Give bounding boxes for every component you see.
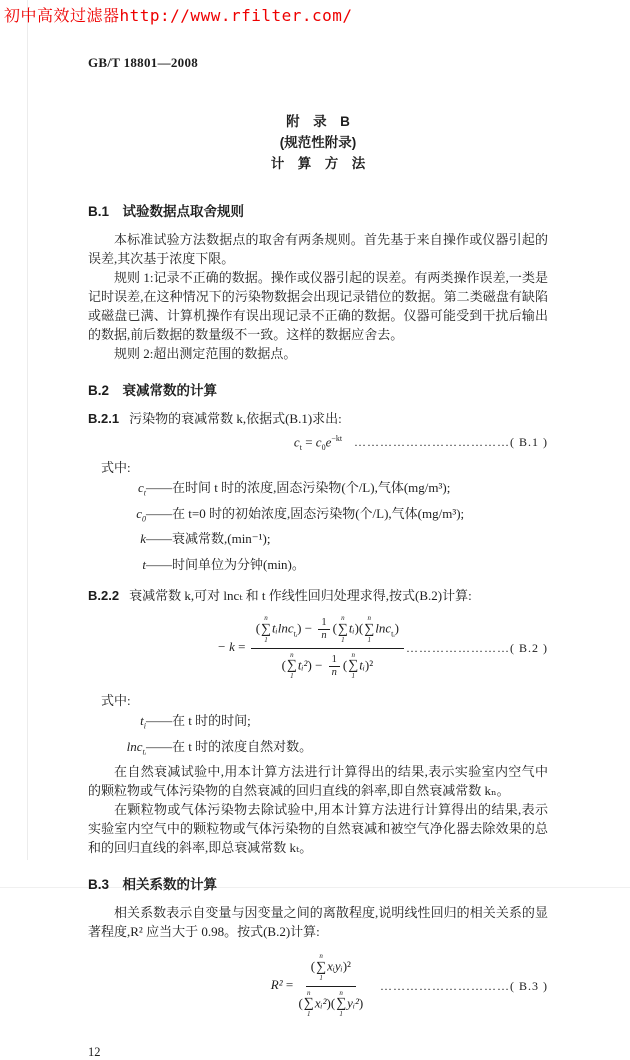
clause-b22: [88, 586, 548, 605]
definition-desc: ——衰减常数,(min⁻¹);: [146, 531, 271, 547]
formula-b1-exponent: −kt: [331, 434, 343, 443]
section-b3-paragraph: 相关系数表示自变量与因变量之间的离散程度,说明线性回归的相关关系的显著程度,R² 应当大于 0.98。按式(B.2)计算:: [88, 905, 548, 940]
definition-row: [88, 478, 548, 504]
formula-b3-equals: =: [282, 977, 297, 993]
formula-b3-label: ( B.3 ): [510, 978, 548, 993]
clause-b21-number: B.2.1: [88, 411, 120, 426]
appendix-title-block: [88, 111, 548, 174]
section-b2-heading: B.2 衰减常数的计算: [88, 383, 218, 398]
clause-b21: [88, 409, 548, 428]
formula-b1-e: e: [325, 434, 332, 450]
formula-b2-lhs: − k: [217, 639, 235, 655]
formula-b2-equals: =: [234, 639, 249, 655]
document-page: [88, 55, 548, 1060]
formula-b1-equals: =: [301, 434, 316, 450]
sum-icon: n ∑ 1: [303, 988, 314, 1019]
formula-b3: [88, 953, 548, 1019]
definition-term: $c_0$: [136, 505, 146, 524]
definition-desc: ——时间单位为分钟(min)。: [146, 556, 305, 572]
page-number: 12: [88, 1044, 101, 1059]
formula-b1-lhs: c: [293, 434, 300, 450]
standard-number: GB/T 18801—2008: [88, 55, 199, 70]
definition-row: [88, 504, 548, 530]
formula-b2-denominator: ( n ∑ 1 tᵢ²) − $\frac{1}{n}$ ( n ∑ 1 tᵢ)²: [281, 650, 374, 681]
definition-desc: ——在 t=0 时的初始浓度,固态污染物(个/L),气体(mg/m³);: [146, 505, 465, 521]
definition-term: lnc$_{tᵢ}$: [126, 738, 146, 757]
formula-b3-numerator: ( n ∑ 1 xᵢyᵢ)²: [306, 953, 356, 986]
section-b3-heading: B.3 相关系数的计算: [88, 877, 218, 893]
where-label-1: 式中:: [101, 459, 131, 475]
section-b1-heading: B.1 试验数据点取舍规则: [88, 204, 245, 219]
formula-b2: [88, 615, 548, 681]
formula-b3-denominator: ( n ∑ 1 xᵢ²)( n ∑ 1 yᵢ²): [298, 988, 364, 1019]
section-b2-paragraph-removal: 在颗粒物或气体污染物去除试验中,用本计算方法进行计算得出的结果,表示实验室内空气中的颗粒物或气体污染物的自然衰减和被空气净化器去除效果的总和的回归直线的斜率,即总衰减常数 kₜ。: [88, 802, 548, 856]
section-b1-rule2: 规则 2:超出测定范围的数据点。: [114, 346, 297, 361]
sum-icon: n ∑ 1: [261, 614, 272, 644]
definition-term: t: [142, 556, 146, 572]
definition-row: [88, 737, 548, 763]
formula-b1-lhs-sub: t: [299, 442, 302, 452]
section-b1-rule1: 规则 1:记录不正确的数据。操作或仪器引起的误差。有两类操作误差,一类是记时误差,在这种情况下的污染物数据会出现记录错位的数据。第二类磁盘有缺陷或磁盘已满、计算机操作有误出现记录不正确的数据。仪器可能受到干扰后输出的数据,前后数据的数量级不一致。这样的数据应舍去。: [88, 270, 548, 342]
section-b2-paragraph-natural: 在自然衰减试验中,用本计算方法进行计算得出的结果,表示实验室内空气中的颗粒物或气体污染物的自然衰减的回归直线的斜率,即自然衰减常数 kₙ。: [88, 764, 548, 799]
formula-b2-numerator: ( n ∑ 1 tᵢlnc$_{tᵢ}$) − $\frac{1}{n}$ ( n ∑ 1 tᵢ)( n ∑ 1 lnc$_{tᵢ}$): [251, 615, 404, 648]
appendix-subtitle: (规范性附录): [279, 135, 357, 150]
one-over-n-fraction: $\frac{1}{n}$: [318, 617, 329, 642]
definition-desc: ——在 t 时的时间;: [146, 713, 251, 729]
sum-icon: n ∑ 1: [336, 988, 347, 1019]
formula-b3-lhs: R²: [270, 977, 283, 993]
definition-desc: ——在时间 t 时的浓度,固态污染物(个/L),气体(mg/m³);: [146, 479, 451, 495]
formula-b3-fraction: [298, 953, 363, 1019]
definition-row: [88, 529, 548, 555]
definition-row: [88, 555, 548, 581]
one-over-n-fraction: $\frac{1}{n}$: [329, 654, 340, 679]
sum-icon: n ∑ 1: [337, 614, 348, 644]
formula-b2-dots: ……………………: [406, 640, 510, 655]
formula-b3-dots: …………………………: [380, 978, 510, 993]
formula-b1-rhs: c: [315, 434, 322, 450]
section-b1-paragraph: 本标准试验方法数据点的取舍有两条规则。首先基于来自操作或仪器引起的误差,其次基于浓度下限。: [88, 232, 548, 266]
definition-desc: ——在 t 时的浓度自然对数。: [146, 738, 313, 754]
formula-b1-label: ( B.1 ): [510, 435, 548, 450]
definition-term: $c_t$: [137, 479, 146, 498]
sum-icon: n ∑ 1: [348, 650, 359, 681]
formula-b3-expression: [271, 953, 366, 1019]
formula-b1-rhs-sub: 0: [321, 442, 326, 452]
scan-page-edge: [27, 0, 28, 860]
watermark-link[interactable]: 初中高效过滤器http://www.rfilter.com/: [4, 6, 353, 25]
sum-icon: n ∑ 1: [364, 614, 375, 644]
sum-icon: n ∑ 1: [316, 952, 327, 982]
definition-row: [88, 711, 548, 737]
appendix-heading: 计 算 方 法: [270, 156, 366, 171]
formula-b2-label: ( B.2 ): [510, 640, 548, 655]
formula-b1-dots: ………………………………: [354, 435, 510, 450]
formula-b3-leader: [365, 979, 548, 994]
formula-b2-fraction: [251, 615, 404, 681]
sum-icon: n ∑ 1: [286, 650, 297, 681]
clause-b21-text: 污染物的衰减常数 k,依据式(B.1)求出:: [129, 411, 342, 426]
formula-b2-expression: [217, 615, 406, 681]
definition-term: k: [140, 531, 146, 547]
where-label-2: 式中:: [101, 693, 131, 709]
definition-term: $t_i$: [140, 713, 146, 731]
formula-b1-leader: [342, 435, 548, 450]
formula-b1: [88, 434, 548, 452]
clause-b22-number: B.2.2: [88, 588, 120, 604]
formula-b1-expression: [294, 434, 342, 452]
clause-b22-text: 衰减常数 k,可对 lncₜ 和 t 作线性回归处理求得,按式(B.2)计算:: [129, 588, 472, 604]
formula-b2-leader: [406, 641, 548, 656]
appendix-title: 附 录 B: [286, 114, 350, 129]
